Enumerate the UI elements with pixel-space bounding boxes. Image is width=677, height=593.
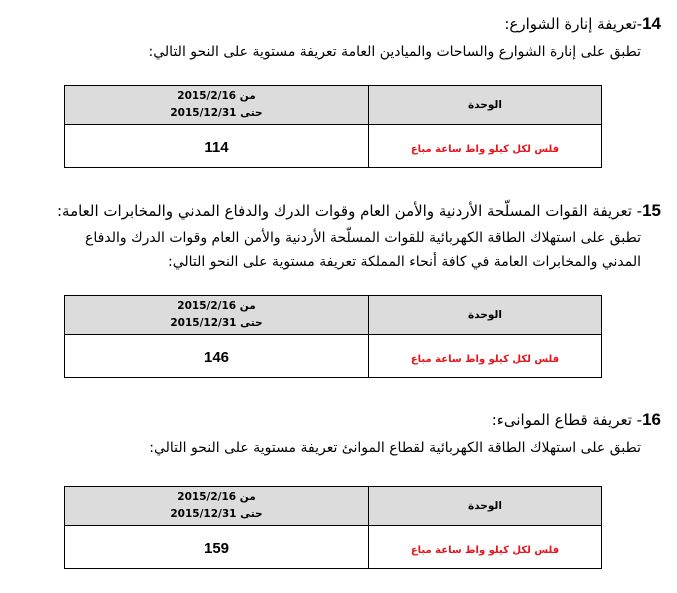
table-header-row (65, 296, 602, 335)
section-title: -تعريفة إنارة الشوارع: (504, 15, 643, 33)
table-header-row (65, 86, 602, 125)
unit-header-cell: الوحدة (369, 487, 602, 526)
section-number: 16 (642, 410, 661, 429)
section-number: 15 (642, 201, 661, 220)
section-title: - تعريفة قطاع الموانىء: (491, 411, 643, 429)
table-row (65, 526, 602, 569)
unit-value-cell: فلس لكل كيلو واط ساعة مباع (369, 335, 602, 378)
section-14-paragraph: تطبق على إنارة الشوارع والساحات والميادين العامة تعريفة مستوية على النحو التالي: (148, 44, 641, 60)
period-from: من 2015/2/16 (177, 491, 256, 503)
period-header-cell (65, 487, 369, 526)
section-title: - تعريفة القوات المسلّحة الأردنية والأمن العام وقوات الدرك والدفاع المدني والمخابرات العامة: (56, 202, 643, 220)
unit-header-cell: الوحدة (369, 86, 602, 125)
table-row (65, 125, 602, 168)
period-to: حتى 2015/12/31 (170, 107, 263, 119)
period-to: حتى 2015/12/31 (170, 508, 263, 520)
unit-value-cell: فلس لكل كيلو واط ساعة مباع (369, 125, 602, 168)
table-header-row (65, 487, 602, 526)
section-16-paragraph: تطبق على استهلاك الطاقة الكهربائية لقطاع الموانئ تعريفة مستوية على النحو التالي: (149, 440, 641, 456)
price-cell: 146 (65, 335, 369, 378)
section-14-heading (504, 14, 661, 34)
period-from: من 2015/2/16 (177, 300, 256, 312)
period-header-cell (65, 86, 369, 125)
section-16-heading (492, 410, 661, 430)
period-to: حتى 2015/12/31 (170, 317, 263, 329)
section-14-rate-table (64, 85, 602, 168)
period-from: من 2015/2/16 (177, 90, 256, 102)
price-cell: 159 (65, 526, 369, 569)
section-number: 14 (642, 14, 661, 33)
section-15-paragraph: تطبق على استهلاك الطاقة الكهربائية للقوات المسلّحة الأردنية والأمن العام وقوات الدرك والدفاع المدني والمخابرات العامة في كافة أنحاء المملكة تعريفة مستوية على النحو التالي: (85, 230, 641, 270)
section-16-rate-table (64, 486, 602, 569)
section-15-rate-table (64, 295, 602, 378)
unit-value-cell: فلس لكل كيلو واط ساعة مباع (369, 526, 602, 569)
unit-header-cell: الوحدة (369, 296, 602, 335)
section-15-heading (57, 201, 661, 221)
period-header-cell (65, 296, 369, 335)
table-row (65, 335, 602, 378)
price-cell: 114 (65, 125, 369, 168)
